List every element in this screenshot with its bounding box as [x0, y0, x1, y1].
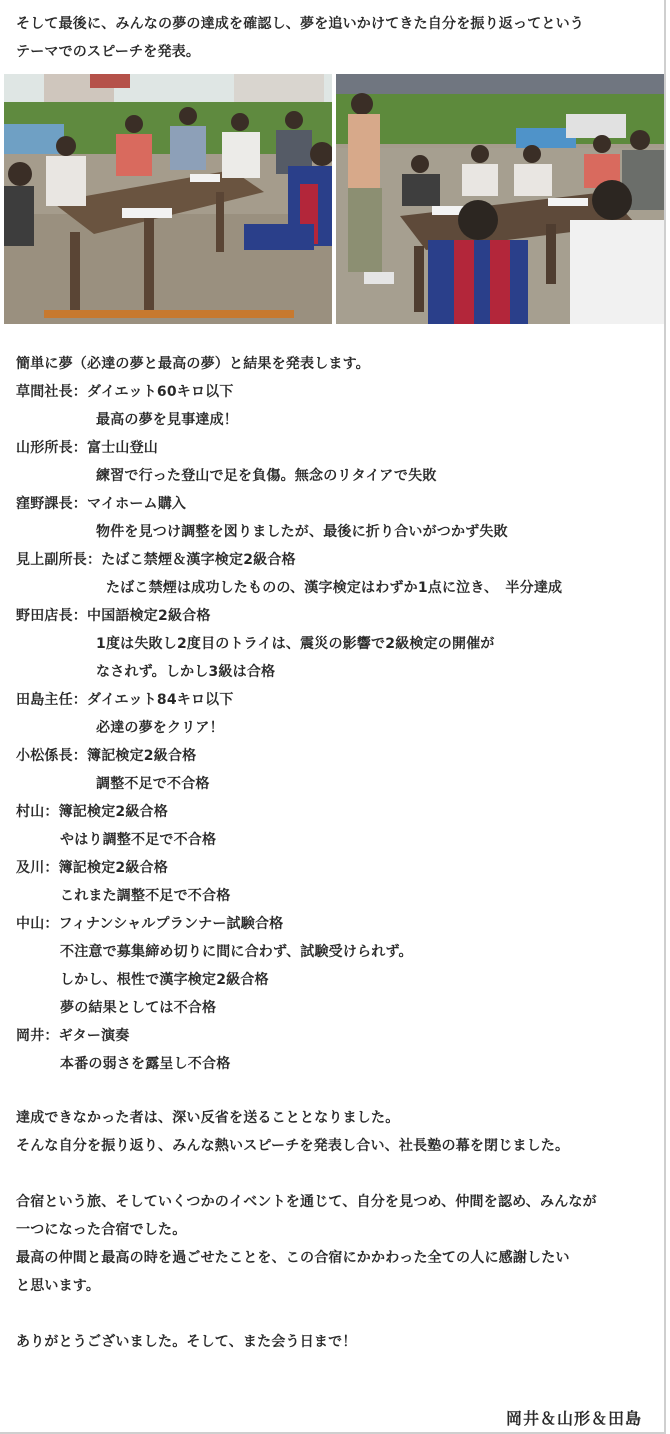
result-row: [16, 434, 660, 462]
result-row: [16, 742, 660, 770]
result-dream: たばこ禁煙＆漢字検定2級合格: [101, 552, 296, 568]
result-dream: ギター演奏: [58, 1028, 130, 1044]
result-person: 窪野課長：: [16, 496, 87, 512]
closing-line: 達成できなかった者は、深い反省を送ることとなりました。: [16, 1110, 400, 1126]
result-person: 岡井：: [16, 1028, 59, 1044]
result-person: 野田店長：: [16, 608, 87, 624]
results-list: [16, 378, 660, 1078]
result-outcome: 1度は失敗し2度目のトライは、震災の影響で2級検定の開催が: [96, 636, 495, 652]
photo-meeting-left: [4, 74, 332, 324]
intro-line: そして最後に、みんなの夢の達成を確認し、夢を追いかけてきた自分を振り返ってという: [16, 16, 584, 32]
result-person: 及川：: [16, 860, 59, 876]
result-person: 小松係長：: [16, 748, 87, 764]
closing-paragraph: [16, 1188, 660, 1300]
result-dream: 簿記検定2級合格: [87, 748, 197, 764]
result-outcome: 物件を見つけ調整を図りましたが、最後に折り合いがつかず失敗: [96, 524, 508, 540]
closing-line: 最高の仲間と最高の時を過ごせたことを、この合宿にかかわった全ての人に感謝したい: [16, 1250, 570, 1266]
paragraph-gap: [16, 1160, 660, 1188]
result-dream: 簿記検定2級合格: [58, 860, 168, 876]
result-dream: 富士山登山: [87, 440, 158, 456]
result-outcome: しかし、根性で漢字検定2級合格: [60, 972, 269, 988]
result-row: [16, 1022, 660, 1050]
result-row: [16, 602, 660, 630]
closing-line: そんな自分を振り返り、みんな熱いスピーチを発表し合い、社長塾の幕を閉じました。: [16, 1138, 570, 1154]
result-person: 見上副所長：: [16, 552, 102, 568]
result-dream: マイホーム購入: [87, 496, 187, 512]
result-row: [16, 798, 660, 826]
results-section: [16, 350, 660, 1078]
result-outcome: 調整不足で不合格: [96, 776, 210, 792]
result-row: [16, 910, 660, 938]
result-row: [16, 490, 660, 518]
result-person: 村山：: [16, 804, 59, 820]
result-outcome: 必達の夢をクリア！: [96, 720, 224, 736]
result-row: [16, 378, 660, 406]
result-row: [16, 854, 660, 882]
result-outcome: 夢の結果としては不合格: [60, 1000, 217, 1016]
photo-meeting-right: [336, 74, 664, 324]
result-dream: 簿記検定2級合格: [58, 804, 168, 820]
result-outcome: 不注意で募集締め切りに間に合わず、試験受けられず。: [60, 944, 413, 960]
result-dream: ダイエット84キロ以下: [87, 692, 234, 708]
closing-line: と思います。: [16, 1278, 101, 1294]
result-dream: ダイエット60キロ以下: [87, 384, 234, 400]
intro-text: [16, 10, 656, 66]
paragraph-gap: [16, 1300, 660, 1328]
closing-paragraph: [16, 1328, 660, 1356]
result-person: 田島主任：: [16, 692, 87, 708]
result-outcome: 最高の夢を見事達成！: [96, 412, 238, 428]
closing-line: 合宿という旅、そしていくつかのイベントを通じて、自分を見つめ、仲間を認め、みんなが: [16, 1194, 597, 1210]
closing-line: ありがとうございました。そして、また会う日まで！: [16, 1334, 357, 1350]
result-outcome: たばこ禁煙は成功したものの、漢字検定はわずか1点に泣き、 半分達成: [106, 580, 563, 596]
intro-line: テーマでのスピーチを発表。: [16, 44, 201, 60]
closing-line: 一つになった合宿でした。: [16, 1222, 187, 1238]
signature: 岡井＆山形＆田島: [505, 1409, 642, 1428]
results-intro: 簡単に夢（必達の夢と最高の夢）と結果を発表します。: [16, 356, 370, 372]
result-outcome: これまた調整不足で不合格: [60, 888, 231, 904]
result-dream: フィナンシャルプランナー試験合格: [58, 916, 284, 932]
result-person: 草間社長：: [16, 384, 87, 400]
result-outcome: 練習で行った登山で足を負傷。無念のリタイアで失敗: [96, 468, 437, 484]
result-row: [16, 686, 660, 714]
result-outcome: やはり調整不足で不合格: [60, 832, 217, 848]
closing-paragraph: [16, 1104, 660, 1160]
closing-section: [16, 1104, 660, 1356]
result-row: [16, 546, 660, 574]
result-outcome: なされず。しかし3級は合格: [96, 664, 276, 680]
result-outcome: 本番の弱さを露呈し不合格: [60, 1056, 231, 1072]
result-dream: 中国語検定2級合格: [87, 608, 211, 624]
result-person: 中山：: [16, 916, 59, 932]
result-person: 山形所長：: [16, 440, 87, 456]
photo-strip: [4, 74, 664, 324]
